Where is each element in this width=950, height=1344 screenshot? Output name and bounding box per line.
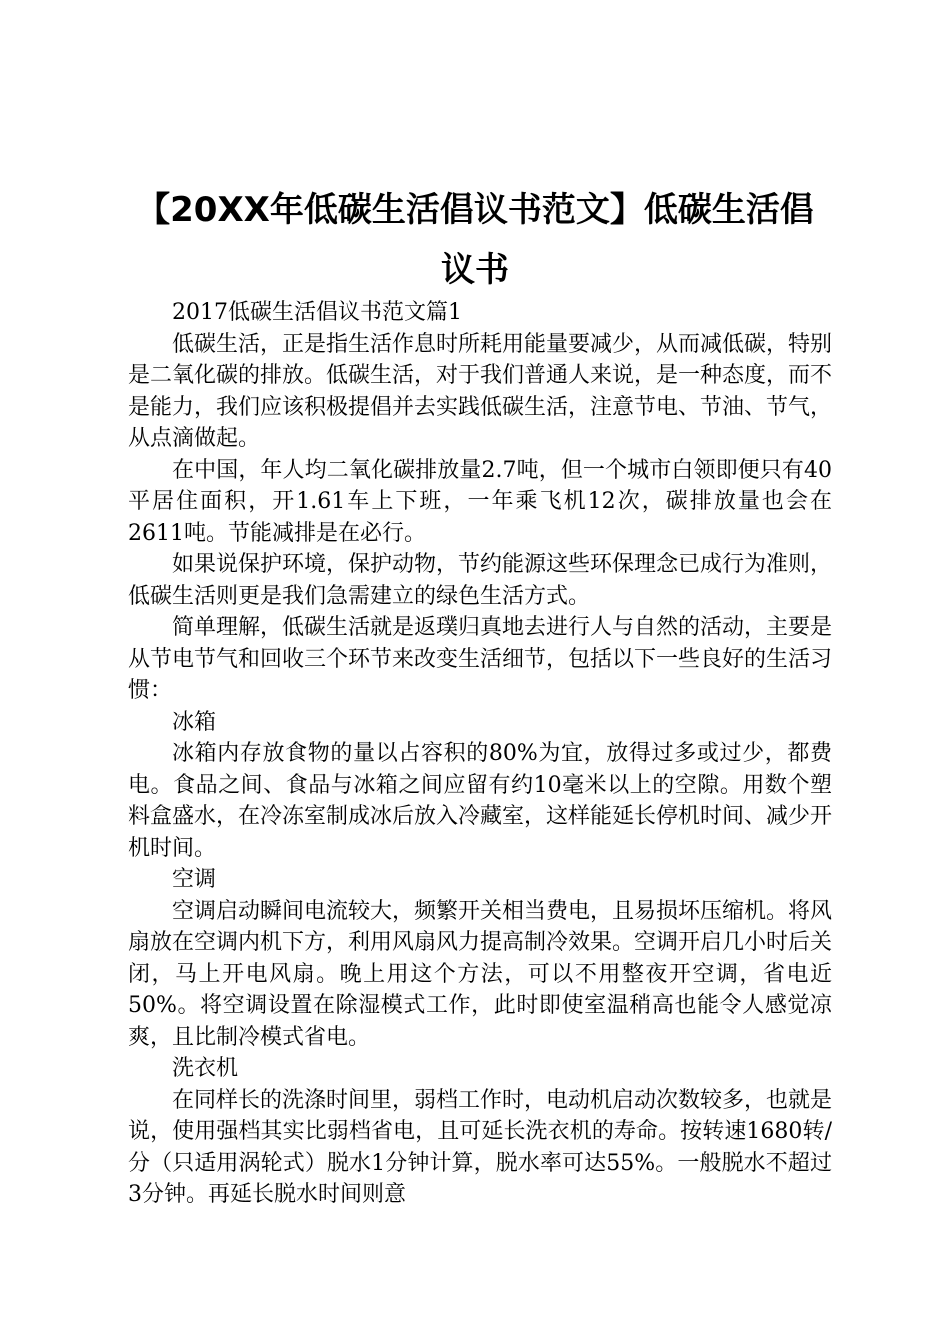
document-body [128, 297, 832, 1211]
paragraph: 在中国，年人均二氧化碳排放量2.7吨，但一个城市白领即便只有40平居住面积，开1.61车上下班，一年乘飞机12次，碳排放量也会在2611吨。节能减排是在必行。 [128, 457, 832, 546]
subheading-washing-machine: 洗衣机 [172, 1056, 239, 1081]
paragraph: 低碳生活，正是指生活作息时所耗用能量要减少，从而减低碳，特别是二氧化碳的排放。低碳生活，对于我们普通人来说，是一种态度，而不是能力，我们应该积极提倡并去实践低碳生活，注意节电、节油、节气，从点滴做起。 [128, 331, 833, 451]
paragraph: 如果说保护环境，保护动物，节约能源这些环保理念已成行为准则，低碳生活则更是我们急需建立的绿色生活方式。 [128, 552, 833, 609]
paragraph: 空调启动瞬间电流较大，频繁开关相当费电，且易损坏压缩机。将风扇放在空调内机下方，利用风扇风力提高制冷效果。空调开启几小时后关闭，马上开电风扇。晚上用这个方法，可以不用整夜开空调，省电近50%。将空调设置在除湿模式工作，此时即使室温稍高也能令人感觉凉爽，且比制冷模式省电。 [128, 898, 833, 1050]
subheading-air-conditioner: 空调 [172, 867, 217, 892]
document-title-line-1: 【20XX年低碳生活倡议书范文】低碳生活倡 [136, 190, 814, 230]
paragraph: 在同样长的洗涤时间里，弱档工作时，电动机启动次数较多，也就是说，使用强档其实比弱档省电，且可延长洗衣机的寿命。按转速1680转/分（只适用涡轮式）脱水1分钟计算，脱水率可达55%。一般脱水不超过3分钟。再延长脱水时间则意 [128, 1087, 833, 1207]
section-heading: 2017低碳生活倡议书范文篇1 [172, 300, 462, 325]
subheading-fridge: 冰箱 [172, 709, 217, 735]
paragraph: 简单理解，低碳生活就是返璞归真地去进行人与自然的活动，主要是从节电节气和回收三个环节来改变生活细节，包括以下一些良好的生活习惯： [128, 615, 833, 703]
paragraph: 冰箱内存放食物的量以占容积的80%为宜，放得过多或过少，都费电。食品之间、食品与冰箱之间应留有约10毫米以上的空隙。用数个塑料盒盛水，在冷冻室制成冰后放入冷藏室，这样能延长停机时间、减少开机时间。 [128, 741, 833, 861]
document-title-line-2: 议书 [441, 250, 509, 290]
